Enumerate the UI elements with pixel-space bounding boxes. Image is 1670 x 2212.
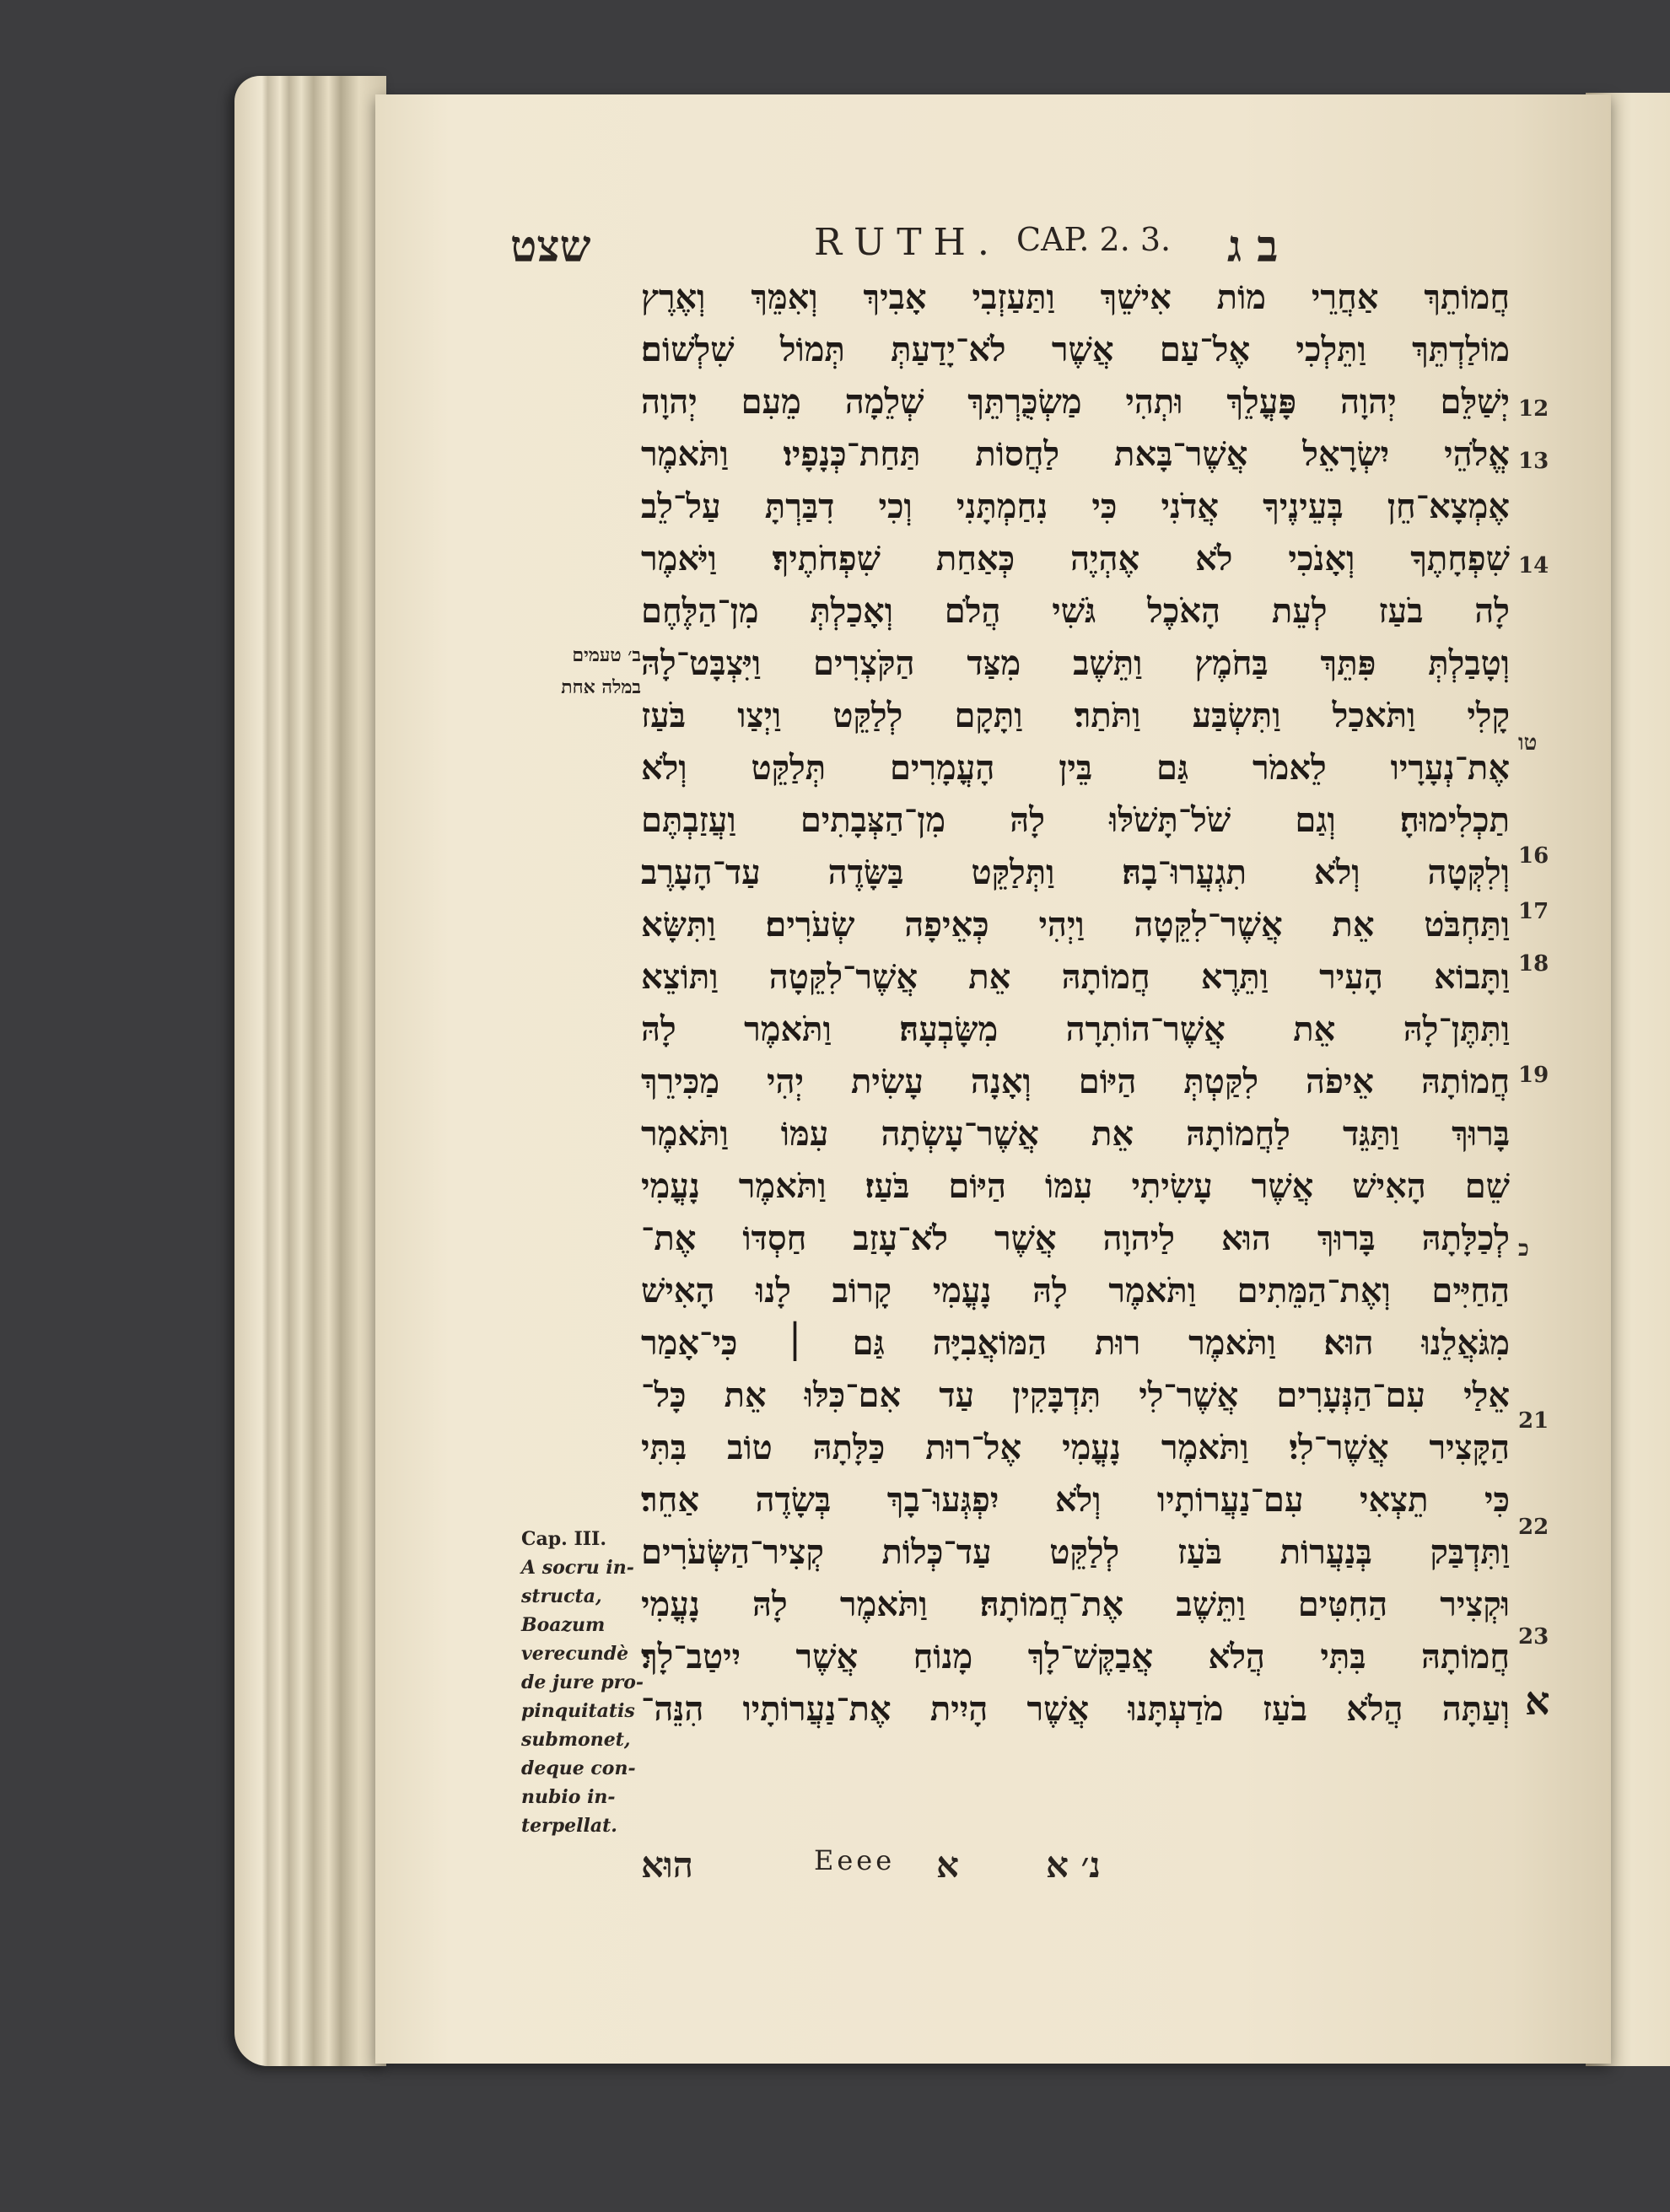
chapter-hebrew: ב ג xyxy=(1227,221,1279,272)
text-line: הַחַיִּים וְאֶת־הַמֵּתִים וַתֹּאמֶר לָהּ נָעֳמִי קָרוֹב לָנוּ הָאִישׁ xyxy=(641,1271,1510,1311)
verse-number: 23 xyxy=(1518,1624,1549,1650)
text-line: בָּרוּךְ וַתַּגֵּד לַחֲמוֹתָהּ אֵת אֲשֶׁר־עָשְׂתָה עִמּוֹ וַתֹּאמֶר xyxy=(641,1114,1510,1154)
latin-note-line: terpellat. xyxy=(521,1815,617,1837)
latin-note-line: nubio in- xyxy=(521,1786,616,1808)
text-line: כִּי תֵצְאִי עִם־נַעֲרוֹתָיו וְלֹא יִפְגְּעוּ־בָךְ בְּשָׂדֶה אַחֵר׃ xyxy=(641,1480,1510,1520)
folio-number: שצט xyxy=(510,221,591,272)
masoretic-note xyxy=(506,639,641,703)
text-line: חֲמוֹתָהּ בִּתִּי הֲלֹא אֲבַקֶּשׁ־לָךְ מָנוֹחַ אֲשֶׁר יִיטַב־לָךְ׃ xyxy=(641,1637,1510,1676)
latin-note-line: deque con- xyxy=(521,1757,636,1779)
latin-note-line: A socru in- xyxy=(521,1557,634,1579)
verse-number: 14 xyxy=(1518,553,1549,579)
masoretic-note-line: במלה אחת xyxy=(561,676,641,698)
hebrew-text-block xyxy=(641,272,1510,1736)
text-line: וְטָבַלְתְּ פִּתֵּךְ בַּחֹמֶץ וַתֵּשֶׁב מִצַּד הַקֹּצְרִים וַיִּצְבָּט־לָהּ xyxy=(641,643,1510,683)
text-line: וַתִּדְבַּק בְּנַעֲרוֹת בֹּעַז לְלַקֵּט עַד־כְּלוֹת קְצִיר־הַשְּׂעֹרִים xyxy=(641,1532,1510,1572)
chapter-start-marker: א xyxy=(1525,1678,1550,1724)
text-line: וַתִּתֶּן־לָהּ אֵת אֲשֶׁר־הוֹתִרָה מִשָּׂבְעָהּ׃ וַתֹּאמֶר לָהּ xyxy=(641,1009,1510,1049)
text-line: תַכְלִימוּהָ׃ וְגַם שֹׁל־תָּשֹׁלּוּ לָהּ מִן־הַצְּבָתִים וַעֲזַבְתֶּם xyxy=(641,800,1510,840)
text-line: וְעַתָּה הֲלֹא בֹעַז מֹדַעְתָּנוּ אֲשֶׁר הָיִית אֶת־נַעֲרוֹתָיו הִנֵּה־ xyxy=(641,1689,1510,1729)
verse-number: כ xyxy=(1518,1236,1529,1262)
latin-note-line: pinquitatis xyxy=(521,1700,635,1722)
text-line: וּקְצִיר הַחִטִּים וַתֵּשֶׁב אֶת־חֲמוֹתָהּ׃ וַתֹּאמֶר לָהּ נָעֳמִי xyxy=(641,1585,1510,1624)
hebrew-signature: א xyxy=(936,1844,959,1886)
text-line: אֱלֹהֵי יִשְׂרָאֵל אֲשֶׁר־בָּאת לַחֲסוֹת תַּחַת־כְּנָפָיו׃ וַתֹּאמֶר xyxy=(641,434,1510,474)
latin-note-line: structa, xyxy=(521,1585,602,1607)
catchword: הוּא xyxy=(641,1844,693,1886)
text-line: וְלִקְּטָה וְלֹא תִגְעֲרוּ־בָהּ׃ וַתְּלַקֵּט בַּשָּׂדֶה עַד־הָעָרֶב xyxy=(641,853,1510,892)
text-line: הַקָּצִיר אֲשֶׁר־לִי׃ וַתֹּאמֶר נָעֳמִי אֶל־רוּת כַּלָּתָהּ טוֹב בִּתִּי xyxy=(641,1428,1510,1467)
verse-number: טו xyxy=(1518,730,1538,756)
text-line: מוֹלַדְתֵּךְ וַתֵּלְכִי אֶל־עַם אֲשֶׁר לֹא־יָדַעַתְּ תְּמוֹל שִׁלְשׁוֹם׃ xyxy=(641,330,1510,369)
page-edges xyxy=(234,76,386,2066)
latin-note-head: Cap. III. xyxy=(521,1528,606,1550)
text-line: לְכַלָּתָהּ בָּרוּךְ הוּא לַיהוָה אֲשֶׁר לֹא־עָזַב חַסְדּוֹ אֶת־ xyxy=(641,1219,1510,1258)
text-line: אֶת־נְעָרָיו לֵאמֹר גַּם בֵּין הָעֳמָרִים תְּלַקֵּט וְלֹא xyxy=(641,748,1510,788)
latin-note-line: verecundè xyxy=(521,1643,629,1665)
verse-number: 22 xyxy=(1518,1515,1549,1540)
masoretic-note-line: ב׳ טעמים xyxy=(572,644,641,666)
text-line: חֲמוֹתָהּ אֵיפֹה לִקַּטְתְּ הַיּוֹם וְאָנָה עָשִׂית יְהִי מַכִּירֵךְ xyxy=(641,1062,1510,1101)
text-line: מִגֹּאֲלֵנוּ הוּא׃ וַתֹּאמֶר רוּת הַמּוֹאֲבִיָּה גַּם ׀ כִּי־אָמַר xyxy=(641,1323,1510,1363)
latin-note-line: submonet, xyxy=(521,1729,631,1751)
signature-mark: Eeee xyxy=(814,1844,896,1876)
text-line: וַתָּבוֹא הָעִיר וַתֵּרֶא חֲמוֹתָהּ אֵת אֲשֶׁר־לִקֵּטָה וַתּוֹצֵא xyxy=(641,957,1510,997)
text-line: יְשַׁלֵּם יְהוָה פָּעֳלֵךְ וּתְהִי מַשְׂכֻּרְתֵּךְ שְׁלֵמָה מֵעִם יְהוָה xyxy=(641,382,1510,422)
text-line: אֶמְצָא־חֵן בְּעֵינֶיךָ אֲדֹנִי כִּי נִחַמְתָּנִי וְכִי דִבַּרְתָּ עַל־לֵב xyxy=(641,487,1510,526)
text-line: קָלִי וַתֹּאכַל וַתִּשְׂבַּע וַתֹּתַר׃ וַתָּקָם לְלַקֵּט וַיְצַו בֹּעַז xyxy=(641,696,1510,735)
latin-note-line: Boazum xyxy=(521,1614,606,1636)
verse-number: 19 xyxy=(1518,1063,1549,1088)
text-line: וַתַּחְבֹּט אֵת אֲשֶׁר־לִקֵּטָה וַיְהִי כְּאֵיפָה שְׂעֹרִים׃ וַתִּשָּׂא xyxy=(641,905,1510,945)
verse-number: 12 xyxy=(1518,396,1549,422)
latin-margin-note xyxy=(521,1525,648,1840)
verse-number: 18 xyxy=(1518,951,1549,977)
text-line: חֲמוֹתֵךְ אַחֲרֵי מוֹת אִישֵׁךְ וַתַּעַזְבִי אָבִיךְ וְאִמֵּךְ וְאֶרֶץ xyxy=(641,277,1510,317)
verse-number: 17 xyxy=(1518,899,1549,924)
text-line: אֵלַי עִם־הַנְּעָרִים אֲשֶׁר־לִי תִּדְבָּקִין עַד אִם־כִּלּוּ אֵת כָּל־ xyxy=(641,1375,1510,1415)
verse-number: 21 xyxy=(1518,1408,1549,1434)
latin-note-line: de jure pro- xyxy=(521,1671,644,1693)
text-line: לָה בֹעַז לְעֵת הָאֹכֶל גֹּשִׁי הֲלֹם וְאָכַלְתְּ מִן־הַלֶּחֶם xyxy=(641,591,1510,631)
running-title: RUTH. xyxy=(814,221,1001,264)
verse-number: 16 xyxy=(1518,843,1549,869)
verse-number: 13 xyxy=(1518,449,1549,474)
hebrew-signature-secondary: נ׳ א xyxy=(1046,1844,1101,1886)
text-line: שִׁפְחָתֶךָ וְאָנֹכִי לֹא אֶהְיֶה כְּאַחַת שִׁפְחֹתֶיךָ׃ וַיֹּאמֶר xyxy=(641,539,1510,579)
text-line: שֵׁם הָאִישׁ אֲשֶׁר עָשִׂיתִי עִמּוֹ הַיּוֹם בֹּעַז׃ וַתֹּאמֶר נָעֳמִי xyxy=(641,1166,1510,1206)
chapter-label: CAP. 2. 3. xyxy=(1016,221,1172,258)
